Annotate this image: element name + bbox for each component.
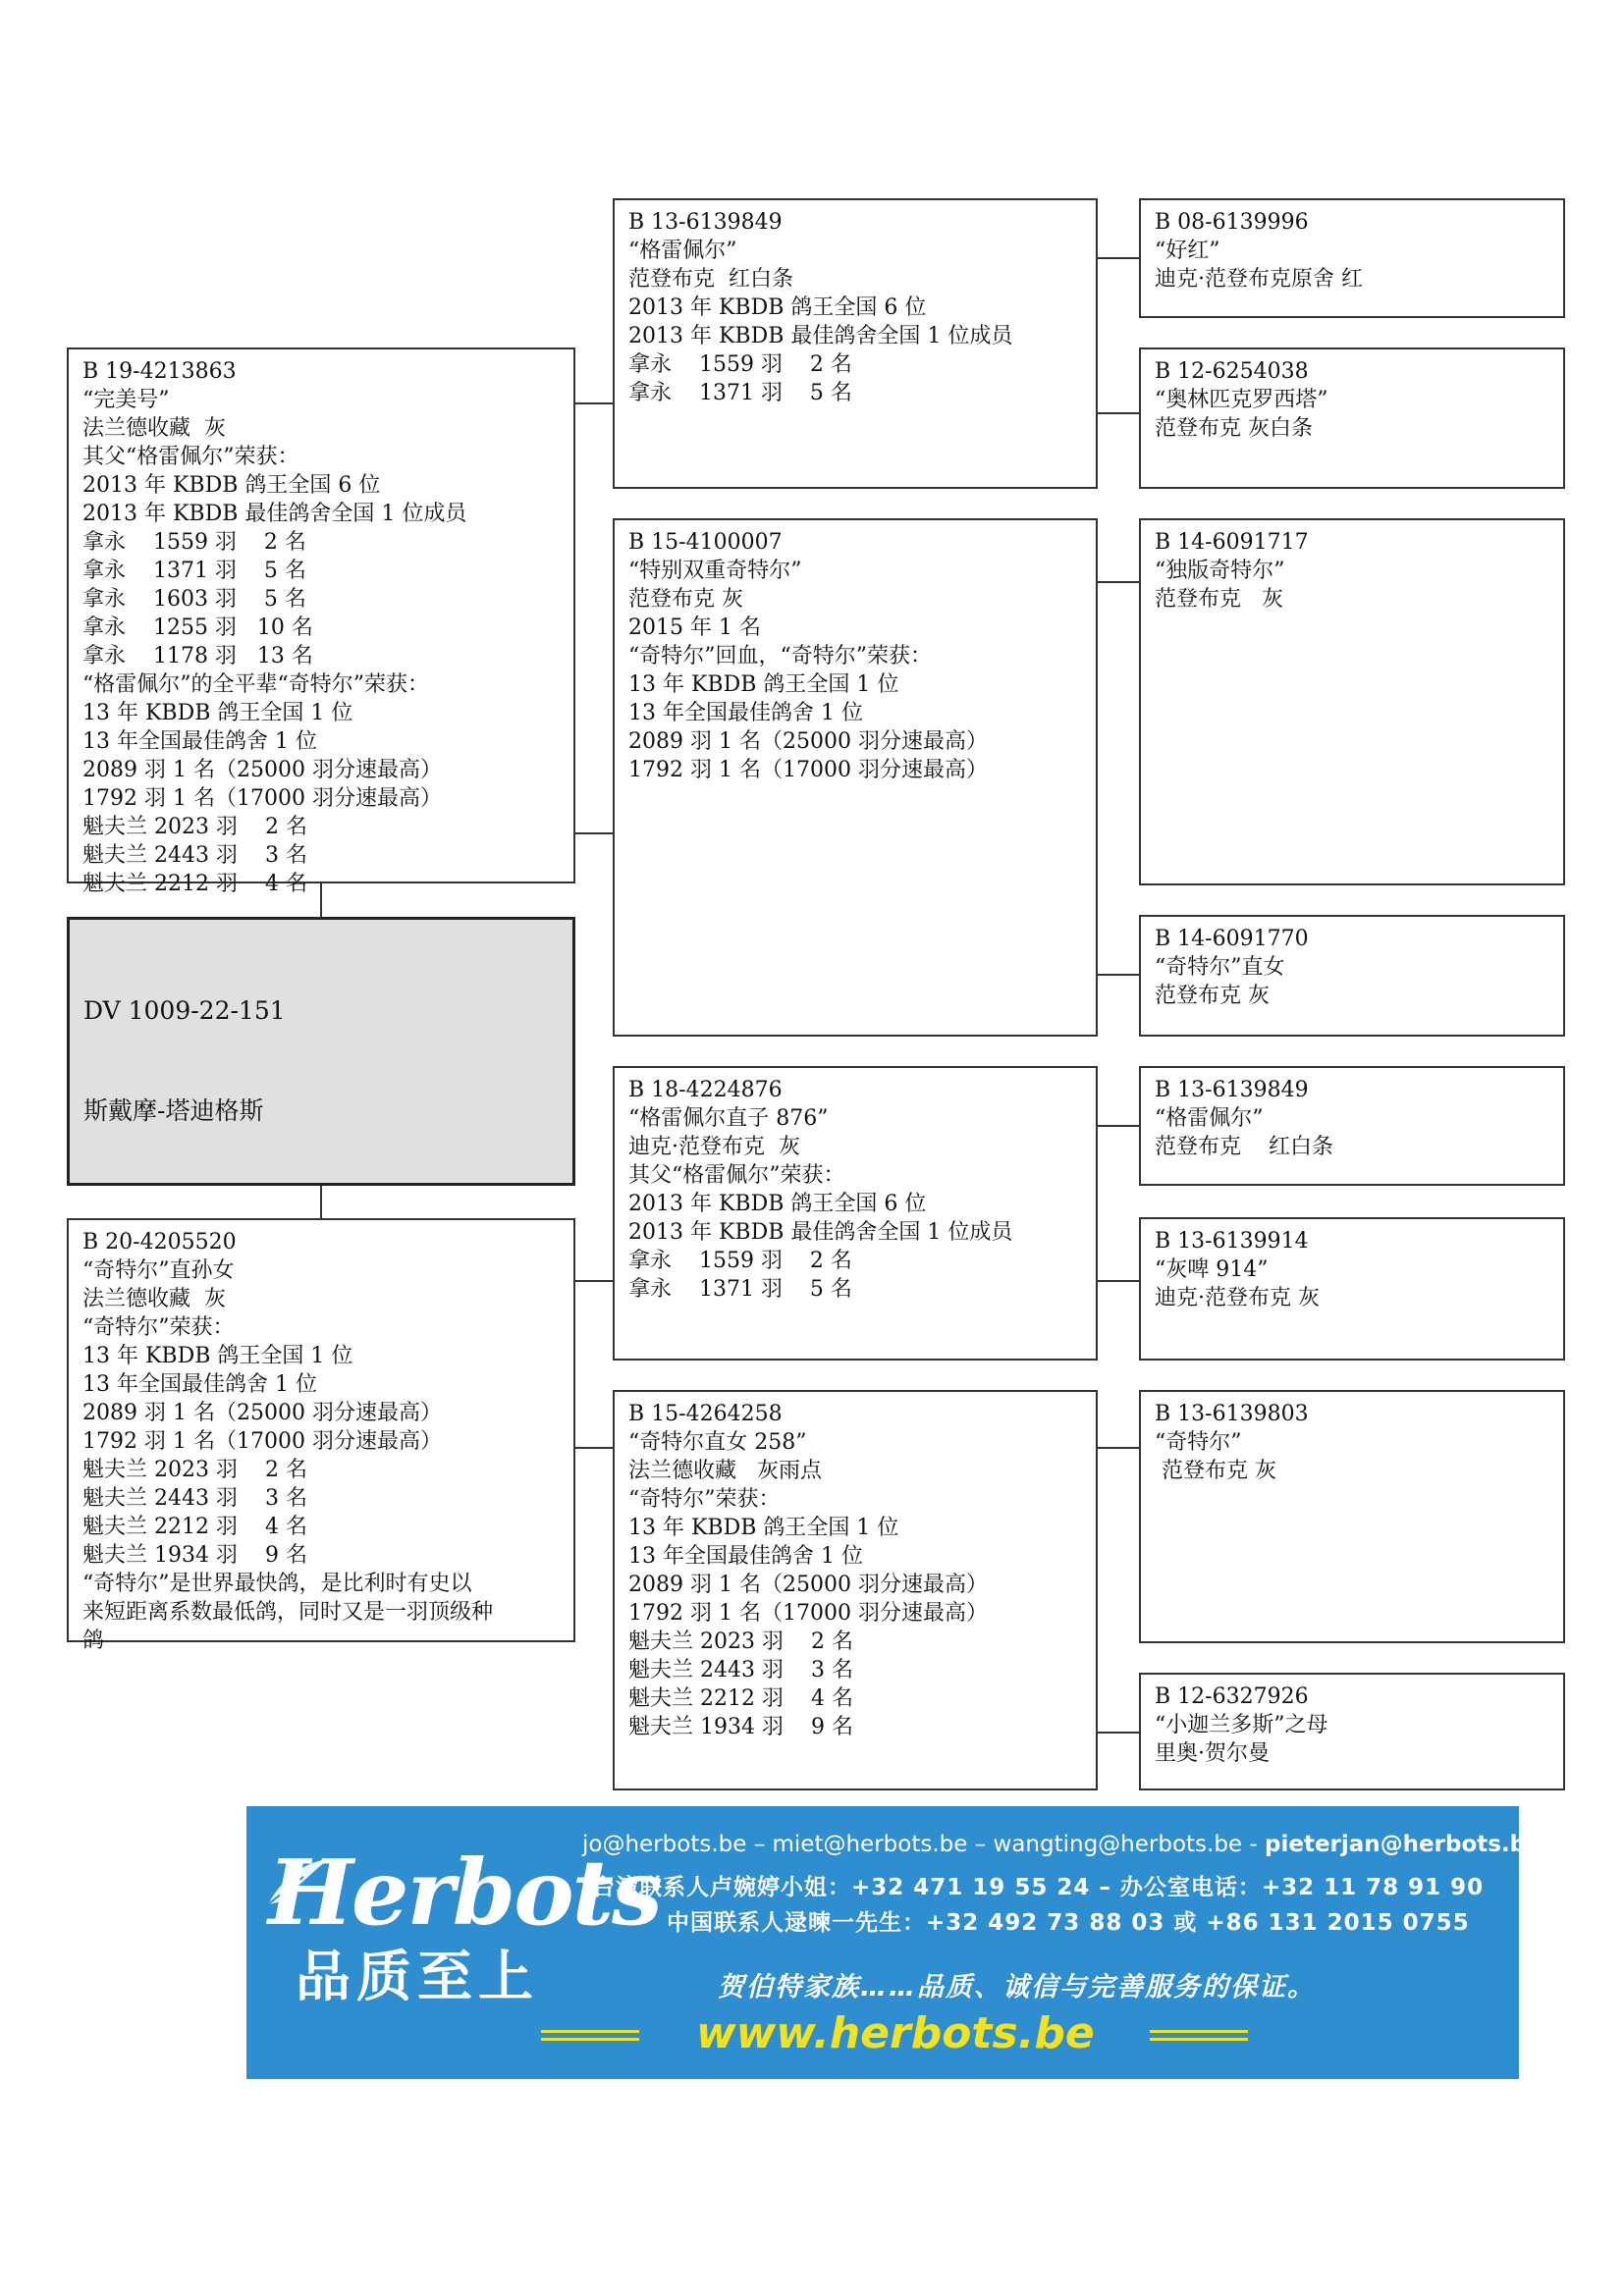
pedigree-line: 2089 羽 1 名（25000 羽分速最高） <box>82 758 442 782</box>
pedigree-line: “奇特尔” <box>1155 1430 1242 1455</box>
pedigree-line: 其父“格雷佩尔”荣获： <box>628 1163 845 1188</box>
pedigree-line: 2089 羽 1 名（25000 羽分速最高） <box>628 1573 988 1597</box>
pedigree-line: 魁夫兰 2023 羽 2 名 <box>82 815 307 839</box>
dam-card <box>67 1218 575 1653</box>
pedigree-line: 魁夫兰 2212 羽 4 名 <box>82 872 307 896</box>
pedigree-line: 2089 羽 1 名（25000 羽分速最高） <box>628 729 988 754</box>
pedigree-line: 魁夫兰 1934 羽 9 名 <box>82 1543 307 1568</box>
pedigree-line: 拿永 1371 羽 5 名 <box>628 381 852 405</box>
pedigree-line: B 12-6254038 <box>1155 359 1309 384</box>
pedigree-line: 范登布克 红白条 <box>1155 1135 1333 1159</box>
pedigree-line: 拿永 1559 羽 2 名 <box>628 1249 852 1273</box>
ddd-card <box>1139 1673 1565 1790</box>
pedigree-line: 1792 羽 1 名（17000 羽分速最高） <box>628 758 988 782</box>
pedigree-line: 2015 年 1 名 <box>628 615 761 640</box>
pedigree-line: “特别双重奇特尔” <box>628 559 802 583</box>
subject-card <box>67 917 575 1186</box>
pedigree-line: “格雷佩尔直子 876” <box>628 1106 829 1131</box>
subject-ring: DV 1009-22-151 <box>83 996 286 1025</box>
pedigree-line: “奇特尔”荣获： <box>82 1315 235 1340</box>
pedigree-line: 范登布克 灰 <box>1155 984 1270 1008</box>
pedigree-line: “格雷佩尔” <box>628 239 737 263</box>
pedigree-line: 迪克·范登布克原舍 红 <box>1155 267 1363 292</box>
pedigree-line: “格雷佩尔” <box>1155 1106 1264 1131</box>
pedigree-line: B 18-4224876 <box>628 1078 783 1102</box>
pedigree-line: B 20-4205520 <box>82 1230 237 1255</box>
connector <box>575 1280 613 1282</box>
pedigree-line: B 13-6139803 <box>1155 1402 1309 1426</box>
pedigree-line: 迪克·范登布克 灰 <box>628 1135 800 1159</box>
pedigree-line: 法兰德收藏 灰 <box>82 1287 226 1311</box>
sire-dam-card <box>613 518 1098 1037</box>
pedigree-line: 2089 羽 1 名（25000 羽分速最高） <box>82 1401 442 1425</box>
motto: 贺伯特家族……品质、诚信与完善服务的保证。 <box>718 1972 1316 2002</box>
pedigree-line: “奇特尔”直孙女 <box>82 1258 235 1283</box>
pedigree-line: B 13-6139849 <box>1155 1078 1309 1102</box>
pedigree-line: “独版奇特尔” <box>1155 559 1285 583</box>
connector <box>1098 1125 1139 1127</box>
pedigree-line: B 14-6091717 <box>1155 530 1309 555</box>
email-pieterjan: pieterjan@herbots.be <box>1265 1832 1542 1857</box>
pedigree-line: 其父“格雷佩尔”荣获： <box>82 445 299 469</box>
pedigree-line: 2013 年 KBDB 鸽王全国 6 位 <box>628 295 927 320</box>
divider <box>541 2038 639 2041</box>
pedigree-line: 1792 羽 1 名（17000 羽分速最高） <box>82 1429 442 1454</box>
pedigree-line: B 13-6139849 <box>628 210 783 235</box>
pedigree-line: 2013 年 KBDB 最佳鸽舍全国 1 位成员 <box>82 502 467 526</box>
pedigree-line: 魁夫兰 2443 羽 3 名 <box>82 1486 307 1511</box>
pedigree-line: 里奥·贺尔曼 <box>1155 1741 1270 1766</box>
taiwan-contact: 台湾联系人卢婉婷小姐：+32 471 19 55 24 – 办公室电话：+32 11 78 91 90 <box>592 1875 1485 1900</box>
ssd-card <box>1139 347 1565 489</box>
pedigree-line: 2013 年 KBDB 最佳鸽舍全国 1 位成员 <box>628 1220 1013 1245</box>
connector <box>320 1186 322 1218</box>
pedigree-line: 13 年 KBDB 鸽王全国 1 位 <box>82 1344 353 1368</box>
pedigree-line: 拿永 1603 羽 5 名 <box>82 587 306 612</box>
connector <box>1098 257 1139 259</box>
connector <box>1098 412 1139 414</box>
pedigree-line: 魁夫兰 2023 羽 2 名 <box>628 1629 853 1654</box>
connector <box>575 832 613 834</box>
divider <box>1150 2030 1248 2033</box>
pedigree-line: 魁夫兰 2212 羽 4 名 <box>628 1686 853 1711</box>
pedigree-line: “奇特尔”是世界最快鸽，是比利时有史以 <box>82 1572 472 1596</box>
china-contact: 中国联系人逯暕一先生：+32 492 73 88 03 或 +86 131 2015 0755 <box>667 1910 1470 1936</box>
pedigree-line: 拿永 1371 羽 5 名 <box>628 1277 852 1302</box>
connector <box>575 1447 613 1449</box>
connector <box>1098 1280 1139 1282</box>
connector <box>320 883 322 917</box>
connector <box>1098 581 1139 583</box>
connector <box>1098 1447 1139 1449</box>
herbots-logo: Herbots <box>268 1840 661 1946</box>
divider <box>541 2030 639 2033</box>
pedigree-line: 鸽 <box>82 1629 105 1653</box>
pedigree-line: 范登布克 灰白条 <box>1155 416 1313 441</box>
pedigree-line: 2013 年 KBDB 鸽王全国 6 位 <box>82 473 381 498</box>
pedigree-line: B 15-4100007 <box>628 530 783 555</box>
pedigree-line: B 13-6139914 <box>1155 1229 1309 1254</box>
pedigree-line: B 19-4213863 <box>82 359 237 384</box>
pedigree-line: “小迦兰多斯”之母 <box>1155 1713 1328 1737</box>
pedigree-line: 13 年 KBDB 鸽王全国 1 位 <box>628 1516 899 1540</box>
pedigree-line: “奥林匹克罗西塔” <box>1155 388 1328 412</box>
pedigree-line: 13 年全国最佳鸽舍 1 位 <box>82 729 317 754</box>
dss-card <box>1139 1066 1565 1186</box>
pedigree-line: 1792 羽 1 名（17000 羽分速最高） <box>628 1601 988 1626</box>
pedigree-line: “奇特尔直女 258” <box>628 1430 807 1455</box>
pedigree-line: “奇特尔”回血，“奇特尔”荣获： <box>628 644 932 668</box>
pedigree-line: 拿永 1255 羽 10 名 <box>82 615 313 640</box>
pedigree-line: 范登布克 灰 <box>628 587 743 612</box>
pedigree-line: 拿永 1178 羽 13 名 <box>82 644 313 668</box>
pedigree-line: 拿永 1371 羽 5 名 <box>82 559 306 583</box>
pedigree-line: “奇特尔”直女 <box>1155 955 1285 980</box>
pedigree-line: 范登布克 灰 <box>1155 587 1283 612</box>
sss-card <box>1139 198 1565 318</box>
pedigree-line: 1792 羽 1 名（17000 羽分速最高） <box>82 786 442 811</box>
pedigree-line: B 15-4264258 <box>628 1402 783 1426</box>
sds-card <box>1139 518 1565 885</box>
pedigree-line: 魁夫兰 2212 羽 4 名 <box>82 1515 307 1539</box>
pedigree-line: “灰啤 914” <box>1155 1257 1269 1282</box>
pedigree-line: 来短距离系数最低鸽，同时又是一羽顶级种 <box>82 1600 494 1625</box>
pedigree-line: 魁夫兰 2023 羽 2 名 <box>82 1458 307 1482</box>
email-list: jo@herbots.be – miet@herbots.be – wangting@herbots.be - <box>582 1832 1266 1857</box>
pedigree-line: 拿永 1559 羽 2 名 <box>628 352 852 377</box>
subject-name: 斯戴摩-塔迪格斯 <box>83 1096 264 1125</box>
sdd-card <box>1139 915 1565 1037</box>
pedigree-line: 法兰德收藏 灰 <box>82 416 226 441</box>
pedigree-line: 13 年全国最佳鸽舍 1 位 <box>628 701 863 725</box>
pedigree-line: B 08-6139996 <box>1155 210 1309 235</box>
connector <box>1098 1732 1139 1734</box>
pedigree-line: 13 年 KBDB 鸽王全国 1 位 <box>628 672 899 697</box>
pedigree-line: 迪克·范登布克 灰 <box>1155 1286 1320 1310</box>
pedigree-line: “完美号” <box>82 388 170 412</box>
pedigree-line: 法兰德收藏 灰雨点 <box>628 1459 822 1483</box>
sire-sire-card <box>613 198 1098 489</box>
pedigree-line: 魁夫兰 2443 羽 3 名 <box>82 843 307 868</box>
pedigree-line: 13 年全国最佳鸽舍 1 位 <box>82 1372 317 1397</box>
pedigree-line: 拿永 1559 羽 2 名 <box>82 530 306 555</box>
dam-dam-card <box>613 1390 1098 1790</box>
email-line <box>582 1832 1542 1857</box>
pedigree-line: “好红” <box>1155 239 1220 263</box>
pedigree-line: 13 年 KBDB 鸽王全国 1 位 <box>82 701 353 725</box>
sire-card <box>67 347 575 896</box>
dsd-card <box>1139 1217 1565 1361</box>
pedigree-line: 范登布克 红白条 <box>628 267 793 292</box>
pedigree-line: 范登布克 灰 <box>1155 1459 1276 1483</box>
pedigree-line: 2013 年 KBDB 鸽王全国 6 位 <box>628 1192 927 1216</box>
herbots-banner <box>246 1806 1542 2079</box>
pedigree-line: B 14-6091770 <box>1155 927 1309 951</box>
dam-sire-card <box>613 1066 1098 1361</box>
connector <box>575 402 613 404</box>
dds-card <box>1139 1390 1565 1643</box>
connector <box>1098 974 1139 976</box>
website-link[interactable]: www.herbots.be <box>696 2008 1095 2058</box>
slogan: 品质至上 <box>296 1946 539 2009</box>
pedigree-line: 13 年全国最佳鸽舍 1 位 <box>628 1544 863 1569</box>
divider <box>1150 2038 1248 2041</box>
pedigree-line: 2013 年 KBDB 最佳鸽舍全国 1 位成员 <box>628 324 1013 348</box>
pedigree-line: 魁夫兰 1934 羽 9 名 <box>628 1715 853 1739</box>
pedigree-line: “奇特尔”荣获： <box>628 1487 781 1512</box>
pedigree-line: B 12-6327926 <box>1155 1684 1309 1709</box>
pedigree-line: “格雷佩尔”的全平辈“奇特尔”荣获： <box>82 672 429 697</box>
pedigree-line: 魁夫兰 2443 羽 3 名 <box>628 1658 853 1682</box>
